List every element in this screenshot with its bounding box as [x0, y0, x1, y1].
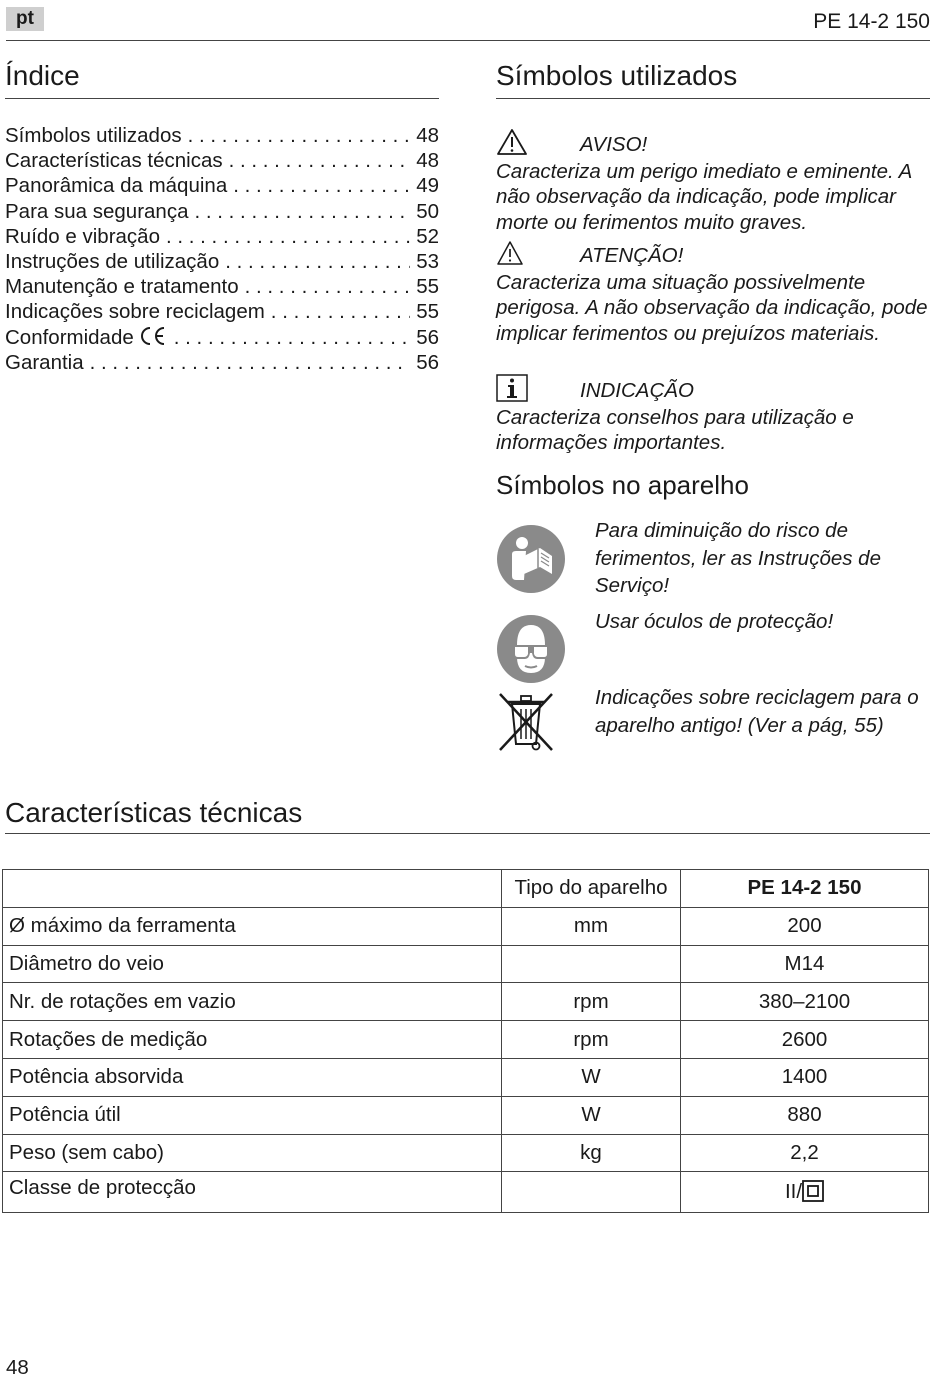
warning-title: AVISO!	[580, 133, 648, 157]
table-row: Potência absorvida W 1400	[3, 1058, 929, 1096]
warning-block	[496, 131, 936, 235]
read-manual-icon	[494, 522, 568, 596]
manual-text: Para diminuição do risco de ferimentos, ler as Instruções de Serviço!	[595, 519, 881, 597]
table-row: Ø máximo da ferramenta mm 200	[3, 907, 929, 945]
caution-block	[496, 242, 936, 346]
model-cell: PE 14-2 150	[681, 870, 929, 908]
table-row: Rotações de medição rpm 2600	[3, 1021, 929, 1059]
table-row: Diâmetro do veio M14	[3, 945, 929, 983]
caution-title: ATENÇÃO!	[580, 244, 684, 268]
index-title: Índice	[5, 60, 80, 91]
crossed-bin-icon	[496, 690, 556, 754]
note-title: INDICAÇÃO	[580, 379, 694, 403]
specs-table	[2, 869, 929, 1213]
note-block	[496, 377, 936, 456]
caution-text: Caracteriza uma situação possivelmente perigosa. A não observação da indicação, pode implicar ferimentos ou prejuízos materiais.	[496, 271, 928, 345]
header-rule	[6, 40, 930, 41]
device-symbols-title: Símbolos no aparelho	[496, 470, 749, 500]
table-header-row	[3, 870, 929, 908]
table-header-empty	[3, 870, 502, 908]
recycle-text: Indicações sobre reciclagem para o aparelho antigo! (Ver a pág, 55)	[595, 686, 919, 737]
toc-item[interactable]: Manutenção e tratamento . . . 55	[5, 275, 439, 300]
toc-item[interactable]: Características técnicas . . . 48	[5, 149, 439, 174]
info-icon	[496, 374, 528, 402]
toc-item[interactable]: Garantia . . . 56	[5, 351, 439, 376]
specs-title: Características técnicas	[5, 797, 303, 828]
toc-item[interactable]: Indicações sobre reciclagem . . . 55	[5, 300, 439, 325]
table-row: Classe de protecção II/	[3, 1172, 929, 1213]
table-row: Nr. de rotações em vazio rpm 380–2100	[3, 983, 929, 1021]
symbols-title: Símbolos utilizados	[496, 60, 738, 91]
goggles-text: Usar óculos de protecção!	[595, 610, 834, 633]
safety-goggles-icon	[495, 613, 567, 685]
table-row: Potência útil W 880	[3, 1096, 929, 1134]
ce-mark-icon	[138, 326, 168, 346]
note-text: Caracteriza conselhos para utilização e informações importantes.	[496, 406, 854, 455]
language-tag: pt	[6, 7, 44, 31]
type-label-cell: Tipo do aparelho	[502, 870, 681, 908]
page-number: 48	[6, 1356, 29, 1379]
toc-item[interactable]: Conformidade . . . 56	[5, 326, 439, 351]
specs-rule	[5, 833, 930, 834]
toc-item[interactable]: Para sua segurança . . . 50	[5, 200, 439, 225]
protection-class-value: II/	[784, 1180, 803, 1204]
double-insulation-icon	[802, 1180, 824, 1202]
warning-triangle-icon	[496, 240, 524, 266]
warning-text: Caracteriza um perigo imediato e eminente. A não observação da indicação, pode implicar morte ou ferimentos muito graves.	[496, 160, 912, 234]
toc-item[interactable]: Panorâmica da máquina . . . 49	[5, 174, 439, 199]
toc-item[interactable]: Símbolos utilizados . . . 48	[5, 124, 439, 149]
toc-item[interactable]: Ruído e vibração . . . 52	[5, 225, 439, 250]
table-of-contents	[5, 124, 439, 376]
table-row: Peso (sem cabo) kg 2,2	[3, 1134, 929, 1172]
toc-item[interactable]: Instruções de utilização . . . 53	[5, 250, 439, 275]
warning-triangle-icon	[496, 128, 528, 156]
model-header: PE 14-2 150	[813, 10, 930, 33]
symbols-rule	[496, 98, 930, 99]
index-rule	[5, 98, 439, 99]
